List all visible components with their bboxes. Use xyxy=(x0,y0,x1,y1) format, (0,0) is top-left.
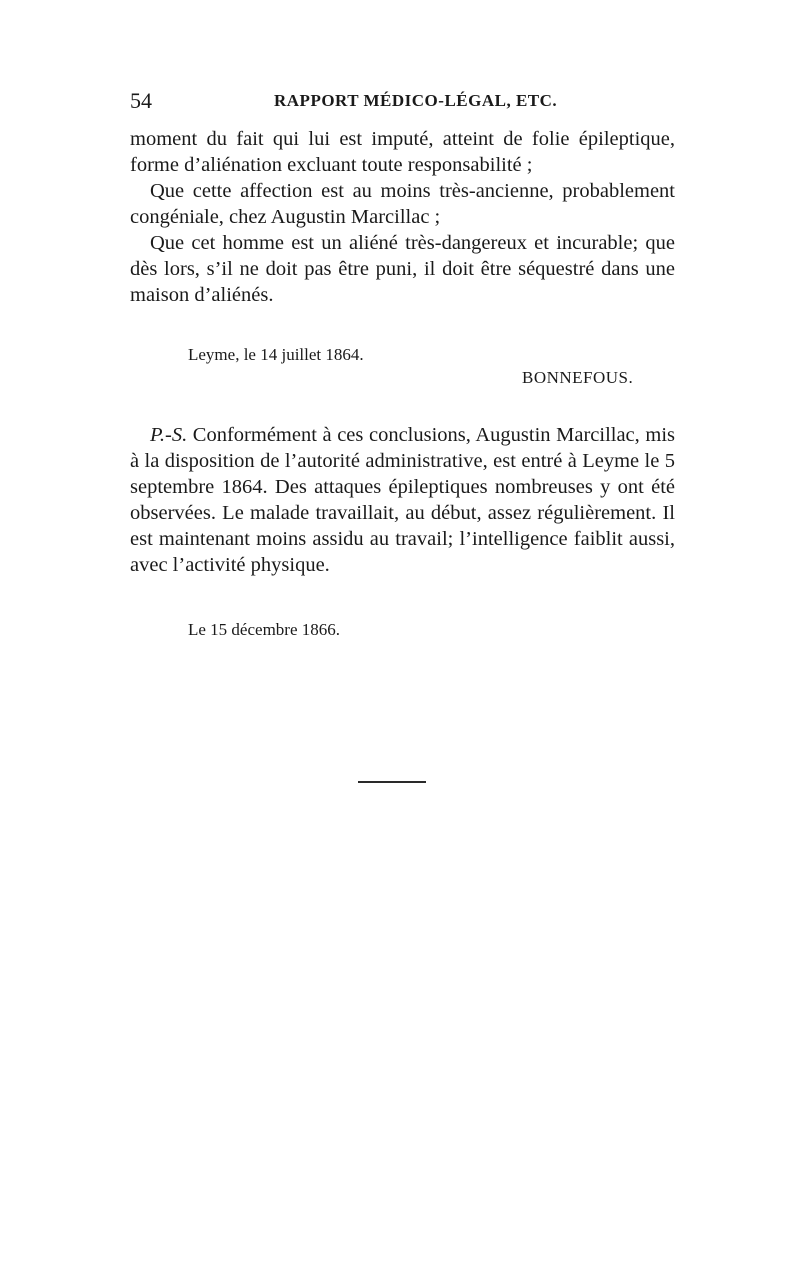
report-conclusions xyxy=(130,126,675,308)
signature-author: BONNEFOUS. xyxy=(522,368,634,387)
paragraph-affection: Que cette affection est au moins très-ancienne, probablement congéniale, chez Augustin Marcillac ; xyxy=(130,180,675,228)
paragraph-continuation: moment du fait qui lui est imputé, atteint de folie épileptique, forme d’aliénation excluant toute responsabilité ; xyxy=(130,128,675,176)
closing-date: Le 15 décembre 1866. xyxy=(188,620,340,639)
end-rule xyxy=(358,781,426,783)
postscript xyxy=(130,422,675,578)
postscript-label: P.-S. xyxy=(150,424,188,446)
page-number: 54 xyxy=(130,88,152,113)
signature-place-date: Leyme, le 14 juillet 1864. xyxy=(188,345,364,364)
postscript-text: Conformément à ces conclusions, Augustin Marcillac, mis à la disposition de l’autorité administrative, est entré à Leyme le 5 septembre 1864. Des attaques épileptiques nombreuses y ont été observées. Le malade travaillait, au début, assez régulièrement. Il est maintenant moins assidu au travail; l’intelligence faiblit aussi, avec l’activité physique. xyxy=(130,424,675,576)
running-head: RAPPORT MÉDICO-LÉGAL, ETC. xyxy=(274,91,558,110)
paragraph-dangerous: Que cet homme est un aliéné très-dangereux et incurable; que dès lors, s’il ne doit pas être puni, il doit être séquestré dans une maison d’aliénés. xyxy=(130,232,675,306)
postscript-paragraph xyxy=(130,422,675,578)
page-header xyxy=(130,88,675,118)
